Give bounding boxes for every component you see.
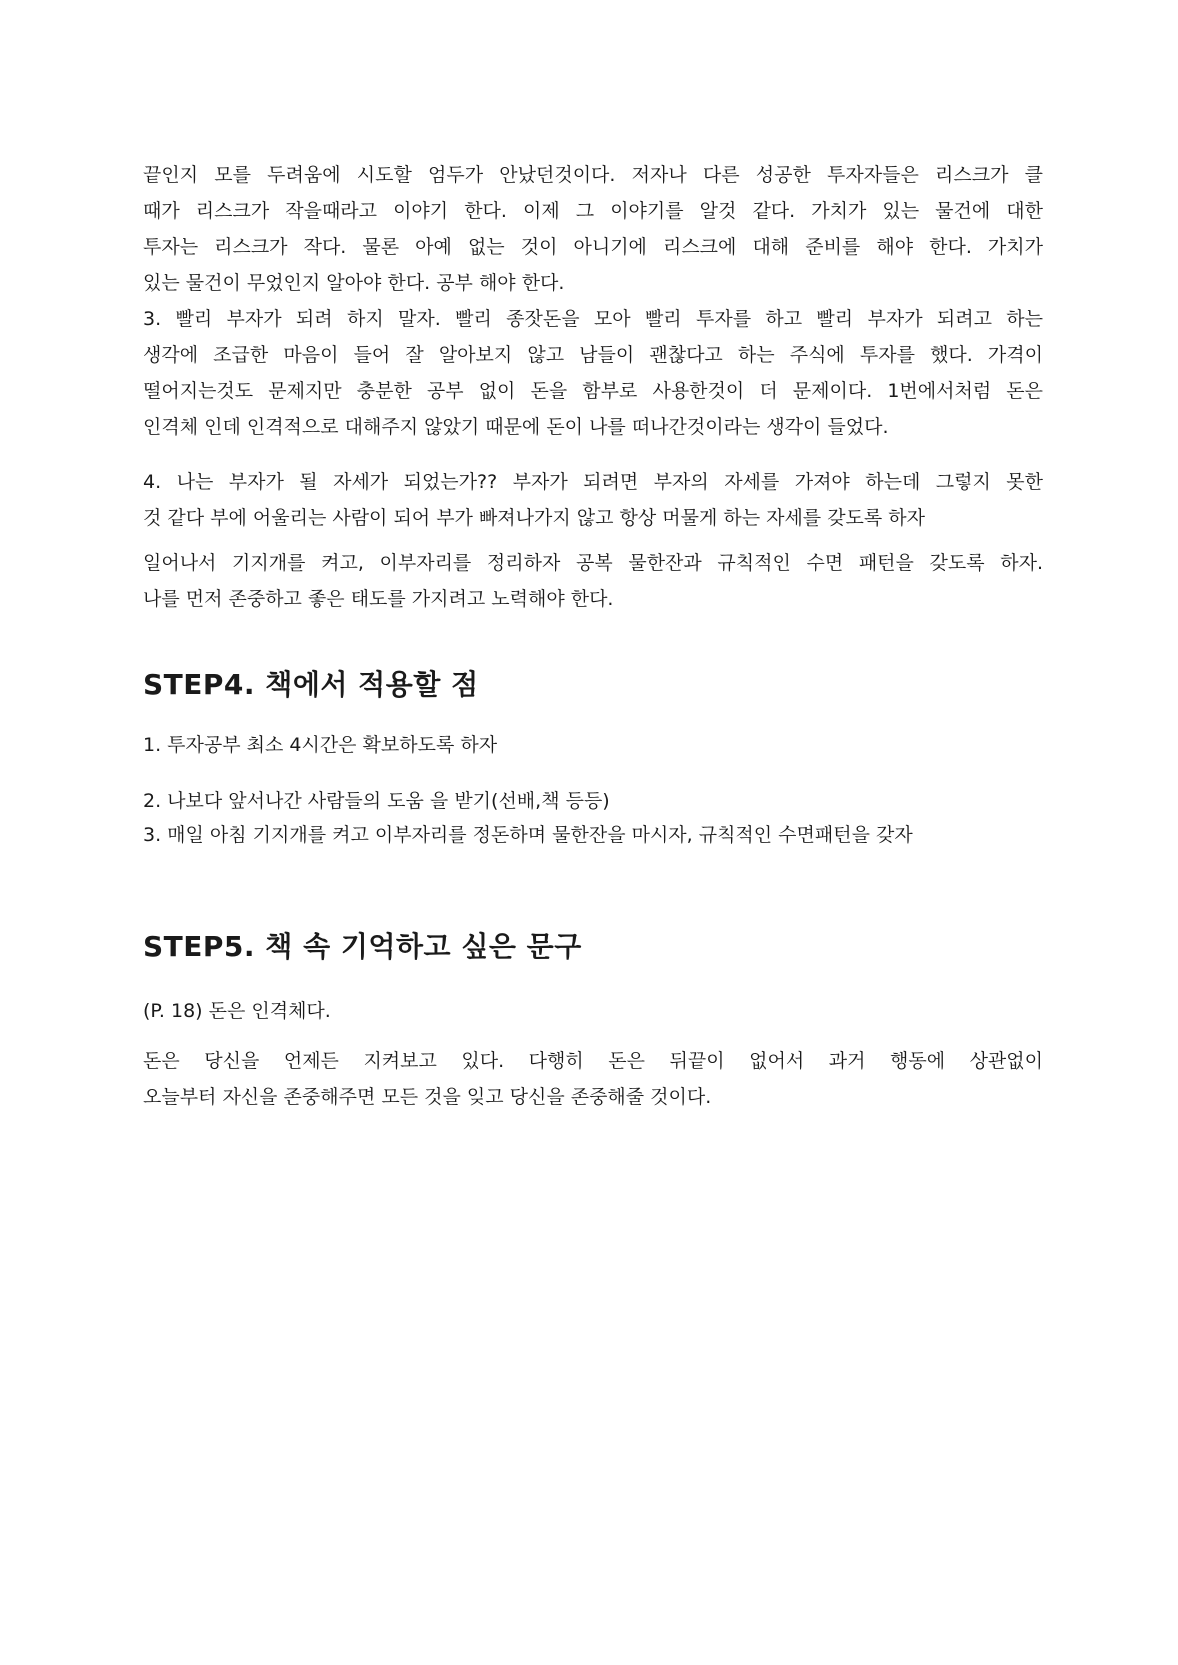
step5-page-reference: (P. 18) 돈은 인격체다. (143, 1000, 331, 1022)
point-3-line: 인격체 인데 인격적으로 대해주지 않았기 때문에 돈이 나를 떠나간것이라는 생각이 들었다. (143, 416, 889, 438)
point-3-line: 3. 빨리 부자가 되려 하지 말자. 빨리 종잣돈을 모아 빨리 투자를 하고 빨리 부자가 되려고 하는 (143, 308, 1043, 330)
document-page (143, 0, 1043, 1665)
intro-line: 있는 물건이 무었인지 알아야 한다. 공부 해야 한다. (143, 272, 565, 294)
quote-line: 오늘부터 자신을 존중해주면 모든 것을 잊고 당신을 존중해줄 것이다. (143, 1086, 712, 1108)
intro-paragraph (143, 157, 1043, 301)
point-4-paragraph (143, 464, 1043, 536)
step5-heading: STEP5. 책 속 기억하고 싶은 문구 (143, 930, 582, 963)
point-4-cont-line: 나를 먼저 존중하고 좋은 태도를 가지려고 노력해야 한다. (143, 588, 614, 610)
intro-line: 때가 리스크가 작을때라고 이야기 한다. 이제 그 이야기를 알것 같다. 가치가 있는 물건에 대한 (143, 200, 1043, 222)
point-4-line: 4. 나는 부자가 될 자세가 되었는가?? 부자가 되려면 부자의 자세를 가져야 하는데 그렇지 못한 (143, 471, 1043, 493)
quote-line: 돈은 당신을 언제든 지켜보고 있다. 다행히 돈은 뒤끝이 없어서 과거 행동에 상관없이 (143, 1050, 1043, 1072)
intro-line: 끝인지 모를 두려움에 시도할 엄두가 안났던것이다. 저자나 다른 성공한 투자자들은 리스크가 클 (143, 164, 1043, 186)
step5-quote (143, 1043, 1043, 1115)
point-4-continuation (143, 545, 1043, 617)
step4-item-3: 3. 매일 아침 기지개를 켜고 이부자리를 정돈하며 물한잔을 마시자, 규칙적인 수면패턴을 갖자 (143, 824, 913, 846)
point-4-line: 것 같다 부에 어울리는 사람이 되어 부가 빠져나가지 않고 항상 머물게 하는 자세를 갖도록 하자 (143, 507, 926, 529)
point-3-line: 떨어지는것도 문제지만 충분한 공부 없이 돈을 함부로 사용한것이 더 문제이다. 1번에서처럼 돈은 (143, 380, 1043, 402)
point-3-paragraph (143, 301, 1043, 445)
point-3-line: 생각에 조급한 마음이 들어 잘 알아보지 않고 남들이 괜찮다고 하는 주식에 투자를 했다. 가격이 (143, 344, 1043, 366)
step4-heading: STEP4. 책에서 적용할 점 (143, 668, 479, 701)
step4-item-2: 2. 나보다 앞서나간 사람들의 도움 을 받기(선배,책 등등) (143, 790, 610, 812)
step4-item-1: 1. 투자공부 최소 4시간은 확보하도록 하자 (143, 734, 498, 756)
point-4-cont-line: 일어나서 기지개를 켜고, 이부자리를 정리하자 공복 물한잔과 규칙적인 수면 패턴을 갖도록 하자. (143, 552, 1043, 574)
intro-line: 투자는 리스크가 작다. 물론 아예 없는 것이 아니기에 리스크에 대해 준비를 해야 한다. 가치가 (143, 236, 1043, 258)
